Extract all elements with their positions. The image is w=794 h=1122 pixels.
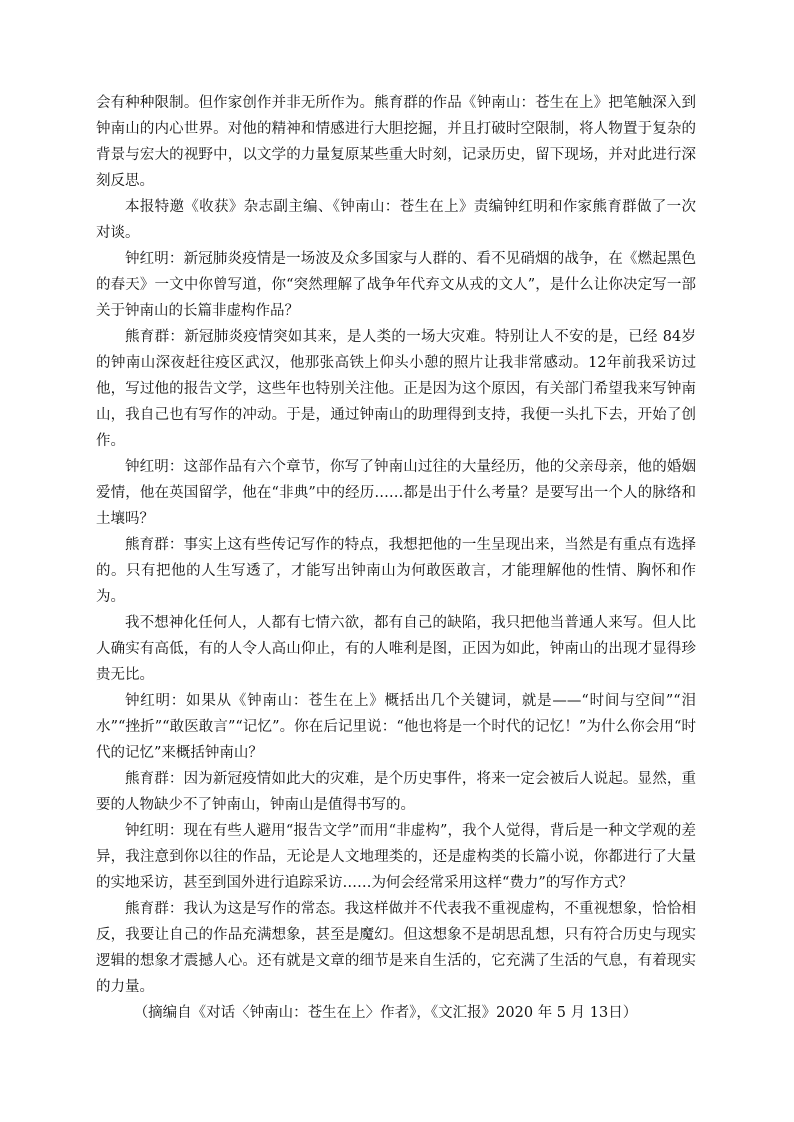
paragraph-answer-2b: 我不想神化任何人，人都有七情六欲，都有自己的缺陷，我只把他当普通人来写。但人比人确实有高低，有的人令人高山仰止，有的人唯利是图，正因为如此，钟南山的出现才显得珍贵无比。 xyxy=(96,615,696,683)
paragraph-question-4: 钟红明：现在有些人避用“报告文学”而用“非虚构”，我个人觉得，背后是一种文学观的差异，我注意到你以往的作品，无论是人文地理类的，还是虚构类的长篇小说，你都进行了大量的实地采访，甚至到国外进行追踪采访……为何会经常采用这样“费力”的写作方式？ xyxy=(96,823,696,891)
paragraph-answer-4: 熊育群：我认为这是写作的常态。我这样做并不代表我不重视虚构，不重视想象，恰恰相反，我要让自己的作品充满想象，甚至是魔幻。但这想象不是胡思乱想，只有符合历史与现实逻辑的想象才震撼人心。还有就是文章的细节是来自生活的，它充满了生活的气息，有着现实的力量。 xyxy=(96,901,696,995)
paragraph-intro-continued: 会有种种限制。但作家创作并非无所作为。熊育群的作品《钟南山：苍生在上》把笔触深入到钟南山的内心世界。对他的精神和情感进行大胆挖掘，并且打破时空限制，将人物置于复杂的背景与宏大的视野中，以文学的力量复原某些重大时刻，记录历史，留下现场，并对此进行深刻反思。 xyxy=(96,95,696,189)
document-page xyxy=(96,90,696,1026)
paragraph-answer-1: 熊育群：新冠肺炎疫情突如其来，是人类的一场大灾难。特别让人不安的是，已经 84岁的钟南山深夜赶往疫区武汉，他那张高铁上仰头小憩的照片让我非常感动。12年前我采访过他，写过他的报告文学，这些年也特别关注他。正是因为这个原因，有关部门希望我来写钟南山，我自己也有写作的冲动。于是，通过钟南山的助理得到支持，我便一头扎下去，开始了创作。 xyxy=(96,329,696,449)
paragraph-question-1: 钟红明：新冠肺炎疫情是一场波及众多国家与人群的、看不见硝烟的战争，在《燃起黑色的春天》一文中你曾写道，你“突然理解了战争年代弃文从戎的文人”，是什么让你决定写一部关于钟南山的长篇非虚构作品？ xyxy=(96,251,696,319)
paragraph-question-3: 钟红明：如果从《钟南山：苍生在上》概括出几个关键词，就是——“时间与空间”“泪水”“挫折”“敢医敢言”“记忆”。你在后记里说：“他也将是一个时代的记忆！”为什么你会用“时代的记忆”来概括钟南山？ xyxy=(96,693,696,761)
source-citation: （摘编自《对话〈钟南山：苍生在上〉作者》，《文汇报》2020 年 5 月 13日） xyxy=(133,1005,638,1021)
paragraph-answer-2a: 熊育群：事实上这有些传记写作的特点，我想把他的一生呈现出来，当然是有重点有选择的。只有把他的人生写透了，才能写出钟南山为何敢医敢言，才能理解他的性情、胸怀和作为。 xyxy=(96,537,696,605)
paragraph-answer-3: 熊育群：因为新冠疫情如此大的灾难，是个历史事件，将来一定会被后人说起。显然，重要的人物缺少不了钟南山，钟南山是值得书写的。 xyxy=(96,771,696,813)
paragraph-interview-intro: 本报特邀《收获》杂志副主编、《钟南山：苍生在上》责编钟红明和作家熊育群做了一次对谈。 xyxy=(96,199,696,241)
paragraph-question-2: 钟红明：这部作品有六个章节，你写了钟南山过往的大量经历，他的父亲母亲，他的婚姻爱情，他在英国留学，他在“非典”中的经历……都是出于什么考量？是要写出一个人的脉络和土壤吗？ xyxy=(96,459,696,527)
